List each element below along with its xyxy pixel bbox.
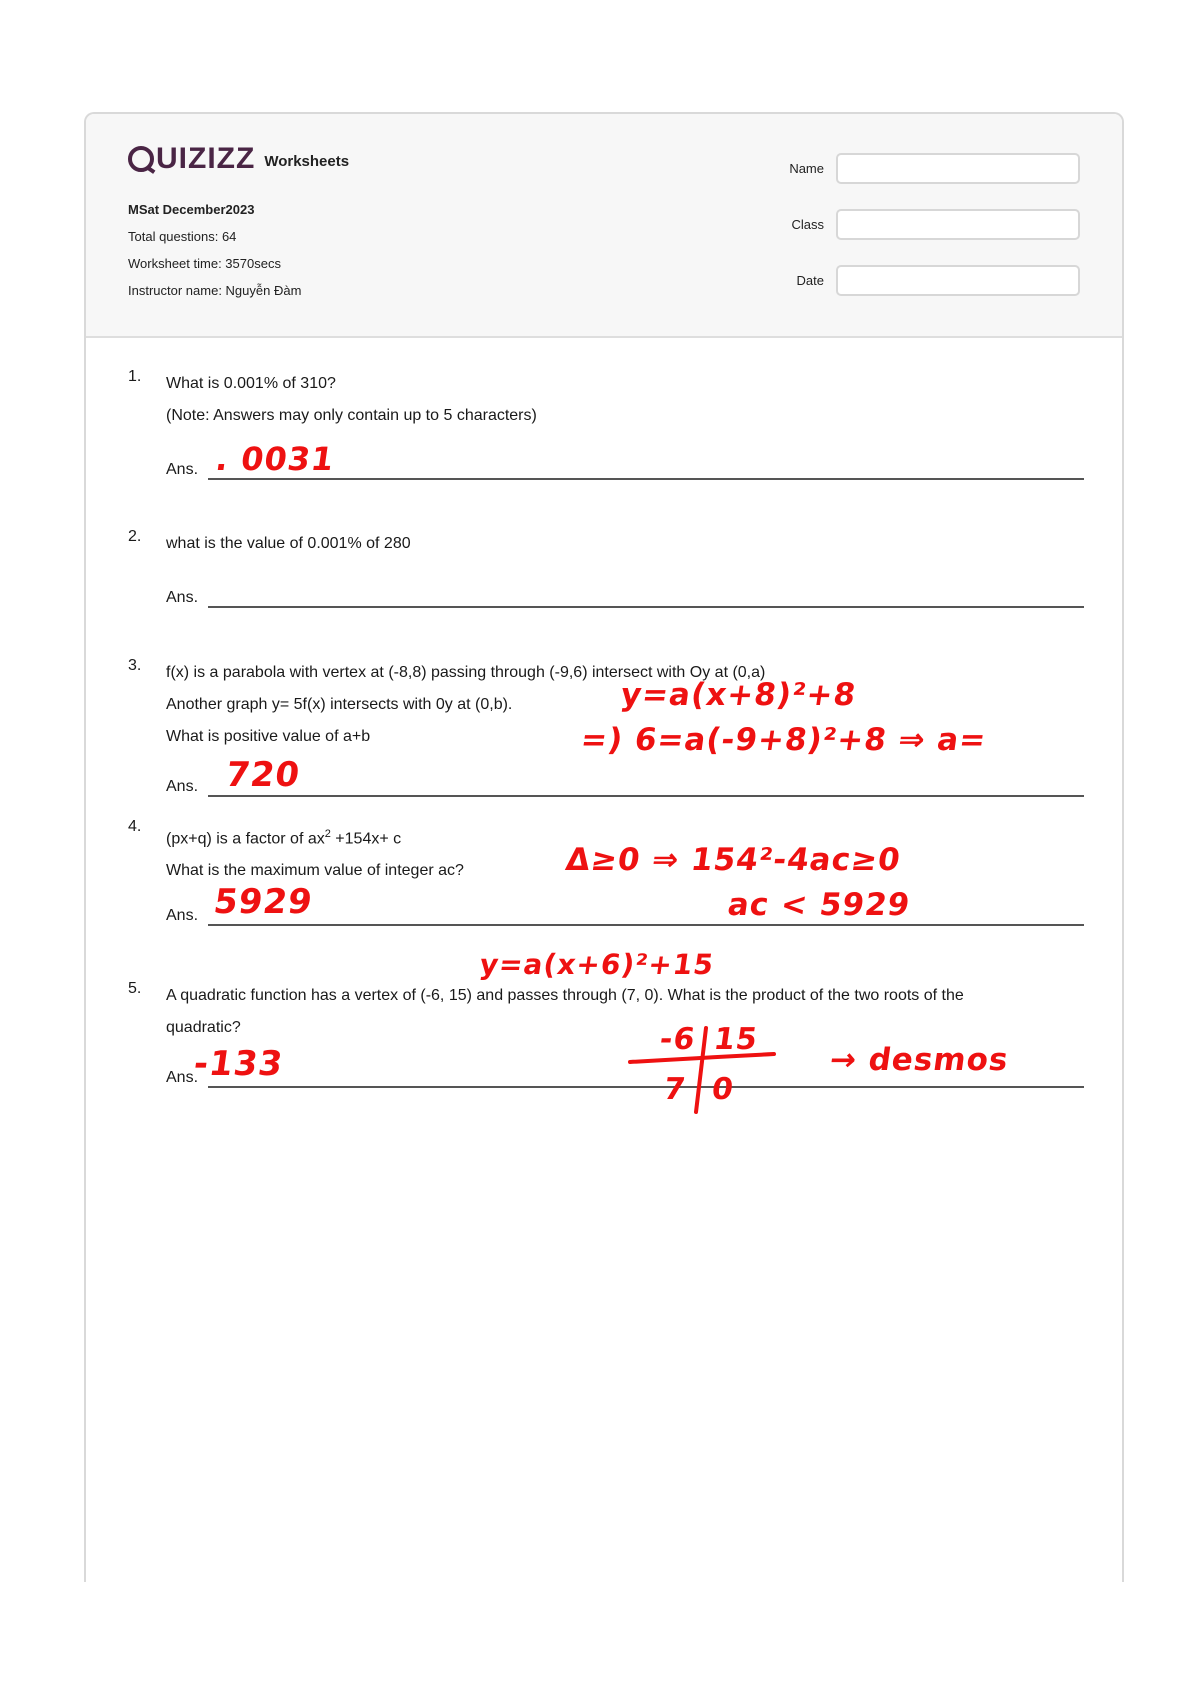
question-note: (Note: Answers may only contain up to 5 characters) (166, 407, 537, 424)
date-label: Date (796, 273, 824, 288)
table-cell: 15 (711, 1022, 761, 1057)
question-number: 3. (128, 657, 142, 674)
handwritten-work: ac < 5929 (725, 887, 913, 923)
question-text (166, 528, 1084, 560)
question-line: quadratic? (166, 1019, 241, 1036)
table-cell: 0 (709, 1072, 737, 1107)
question-number: 5. (128, 980, 142, 997)
question-number: 4. (128, 818, 142, 835)
answer-label: Ans. (166, 1069, 199, 1086)
question-text (166, 368, 1084, 432)
worksheet-header (86, 114, 1122, 338)
question-text-part: (px+q) is a factor of ax (166, 830, 325, 848)
class-label: Class (791, 217, 824, 232)
total-questions: Total questions: 64 (128, 229, 237, 244)
question-line: What is 0.001% of 310? (166, 375, 336, 392)
table-lines-icon (626, 1022, 776, 1114)
instructor-name: Instructor name: Nguyễn Đàm (128, 283, 302, 298)
table-cell: -6 (657, 1022, 698, 1057)
handwritten-table (626, 1022, 776, 1114)
quizizz-logo (128, 144, 349, 174)
table-cell: 7 (661, 1072, 689, 1107)
handwritten-work: Δ≥0 ⇒ 154²-4ac≥0 (563, 842, 904, 878)
worksheet-time: Worksheet time: 3570secs (128, 256, 281, 271)
worksheet-title: MSat December2023 (128, 202, 255, 217)
answer-line[interactable] (208, 478, 1084, 480)
answer-line[interactable] (208, 924, 1084, 926)
handwritten-work: y=a(x+6)²+15 (477, 948, 717, 981)
question-1 (128, 368, 1084, 478)
exponent: 2 (324, 828, 331, 840)
worksheet-page (84, 112, 1124, 1582)
answer-label: Ans. (166, 589, 199, 606)
name-label: Name (789, 161, 824, 176)
question-4 (128, 818, 1084, 968)
name-row (780, 152, 1080, 185)
logo-wordmark: UIZIZZ (156, 142, 256, 175)
question-line: What is the maximum value of integer ac? (166, 862, 464, 880)
question-2 (128, 528, 1084, 628)
answer-label: Ans. (166, 778, 199, 795)
answer-row (166, 882, 1084, 926)
worksheet-meta (128, 202, 301, 310)
answer-row (166, 755, 1084, 797)
handwritten-answer: 720 (223, 755, 303, 795)
question-line: f(x) is a parabola with vertex at (-8,8) passing through (-9,6) intersect with Oy at (0,a) (166, 664, 766, 681)
handwritten-answer: -133 (191, 1044, 286, 1084)
class-field[interactable] (836, 209, 1080, 240)
logo-subtitle: Worksheets (264, 152, 350, 170)
name-field[interactable] (836, 153, 1080, 184)
question-line: What is positive value of a+b (166, 728, 371, 745)
handwritten-work: y=a(x+8)²+8 (618, 677, 859, 713)
student-fields (780, 152, 1080, 320)
handwritten-work: =) 6=a(-9+8)²+8 ⇒ a= (578, 722, 989, 758)
answer-line[interactable] (208, 795, 1084, 797)
date-field[interactable] (836, 265, 1080, 296)
question-line: Another graph y= 5f(x) intersects with 0y at (0,b). (166, 696, 513, 713)
question-line: A quadratic function has a vertex of (-6, 15) and passes through (7, 0). What is the product of the two roots of the (166, 987, 964, 1004)
answer-label: Ans. (166, 907, 199, 924)
question-number: 1. (128, 368, 142, 385)
answer-line[interactable] (208, 606, 1084, 608)
answer-row (166, 574, 1084, 608)
handwritten-work: → desmos (827, 1042, 1012, 1078)
question-text-part: +154x+ c (330, 830, 402, 848)
question-text (166, 980, 1084, 1044)
class-row (780, 208, 1080, 241)
question-line: what is the value of 0.001% of 280 (166, 535, 411, 552)
answer-row (166, 440, 1084, 480)
logo-q-icon (128, 146, 154, 172)
handwritten-answer: 5929 (211, 882, 316, 922)
question-number: 2. (128, 528, 142, 545)
date-row (780, 264, 1080, 297)
answer-label: Ans. (166, 461, 199, 478)
handwritten-answer: . 0031 (213, 440, 338, 478)
